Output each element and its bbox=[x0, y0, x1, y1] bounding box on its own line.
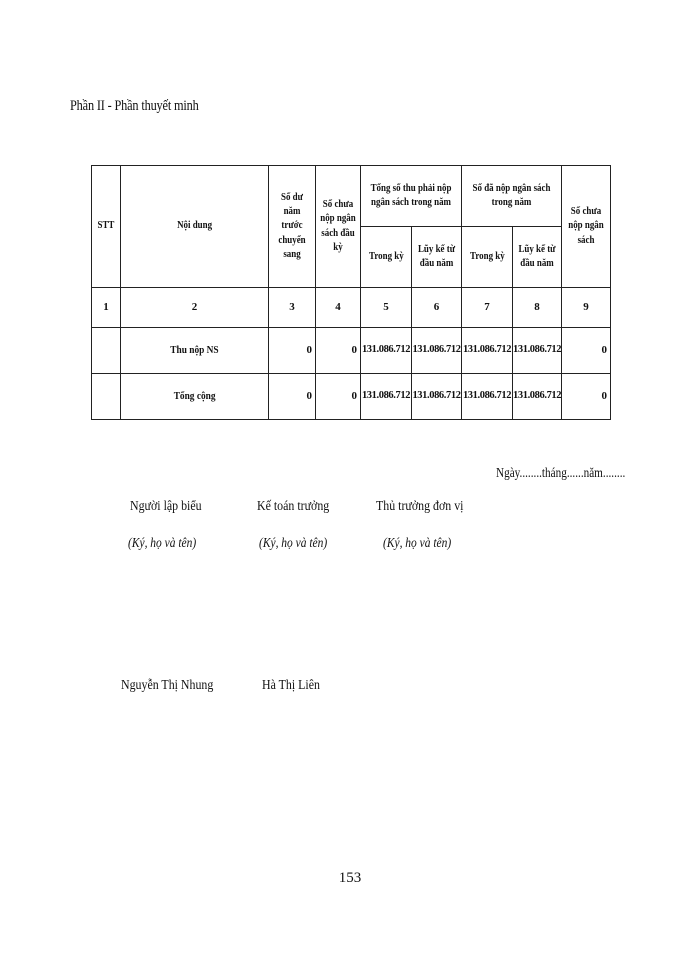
row-so-chua-nop-dau-ky: 0 bbox=[316, 328, 361, 374]
header-tong-so-thu: Tổng số thu phải nộp ngân sách trong năm bbox=[361, 166, 462, 227]
column-number: 7 bbox=[462, 288, 513, 328]
row-da-nop-trong-ky: 131.086.712 bbox=[462, 374, 513, 420]
row-so-chua-nop-dau-ky: 0 bbox=[316, 374, 361, 420]
signature-title-head-of-unit: Thủ trưởng đơn vị bbox=[376, 499, 464, 514]
header-row-top bbox=[92, 166, 611, 227]
row-so-du: 0 bbox=[269, 328, 316, 374]
signature-note-chief-accountant: (Ký, họ và tên) bbox=[259, 535, 328, 550]
signature-name-preparer: Nguyễn Thị Nhung bbox=[121, 678, 214, 693]
signature-title-preparer: Người lập biểu bbox=[130, 499, 202, 514]
header-so-da-nop: Số đã nộp ngân sách trong năm bbox=[462, 166, 562, 227]
header-luy-ke-2: Lũy kế từ đầu năm bbox=[513, 227, 562, 288]
column-number: 6 bbox=[412, 288, 462, 328]
column-number: 2 bbox=[121, 288, 269, 328]
header-noi-dung: Nội dung bbox=[121, 166, 269, 288]
header-so-chua-nop-dau-ky: Số chưa nộp ngân sách đầu kỳ bbox=[316, 166, 361, 288]
row-da-nop-trong-ky: 131.086.712 bbox=[462, 328, 513, 374]
signature-title-chief-accountant: Kế toán trưởng bbox=[257, 499, 330, 514]
signature-note-head-of-unit: (Ký, họ và tên) bbox=[383, 535, 452, 550]
row-tong-thu-trong-ky: 131.086.712 bbox=[361, 328, 412, 374]
row-so-chua-nop: 0 bbox=[562, 374, 611, 420]
row-tong-thu-trong-ky: 131.086.712 bbox=[361, 374, 412, 420]
header-stt: STT bbox=[92, 166, 121, 288]
row-tong-thu-luy-ke: 131.086.712 bbox=[412, 374, 462, 420]
table-row bbox=[92, 374, 611, 420]
section-title: Phần II - Phần thuyết minh bbox=[70, 98, 199, 114]
header-so-du: Số dư năm trước chuyển sang bbox=[269, 166, 316, 288]
column-number-row bbox=[92, 288, 611, 328]
column-number: 8 bbox=[513, 288, 562, 328]
row-stt bbox=[92, 328, 121, 374]
column-number: 5 bbox=[361, 288, 412, 328]
row-tong-thu-luy-ke: 131.086.712 bbox=[412, 328, 462, 374]
header-trong-ky-1: Trong kỳ bbox=[361, 227, 412, 288]
column-number: 1 bbox=[92, 288, 121, 328]
row-da-nop-luy-ke: 131.086.712 bbox=[513, 328, 562, 374]
row-so-du: 0 bbox=[269, 374, 316, 420]
column-number: 9 bbox=[562, 288, 611, 328]
header-so-chua-nop: Số chưa nộp ngân sách bbox=[562, 166, 611, 288]
header-luy-ke-1: Lũy kế từ đầu năm bbox=[412, 227, 462, 288]
table-row bbox=[92, 328, 611, 374]
signature-name-chief-accountant: Hà Thị Liên bbox=[262, 678, 320, 693]
date-line: Ngày........tháng......năm........ bbox=[496, 466, 626, 481]
row-da-nop-luy-ke: 131.086.712 bbox=[513, 374, 562, 420]
budget-report-table bbox=[91, 165, 611, 420]
header-trong-ky-2: Trong kỳ bbox=[462, 227, 513, 288]
row-noi-dung: Thu nộp NS bbox=[121, 328, 269, 374]
page-number: 153 bbox=[338, 870, 362, 886]
signature-note-preparer: (Ký, họ và tên) bbox=[128, 535, 197, 550]
column-number: 4 bbox=[316, 288, 361, 328]
row-so-chua-nop: 0 bbox=[562, 328, 611, 374]
column-number: 3 bbox=[269, 288, 316, 328]
row-noi-dung: Tổng cộng bbox=[121, 374, 269, 420]
row-stt bbox=[92, 374, 121, 420]
